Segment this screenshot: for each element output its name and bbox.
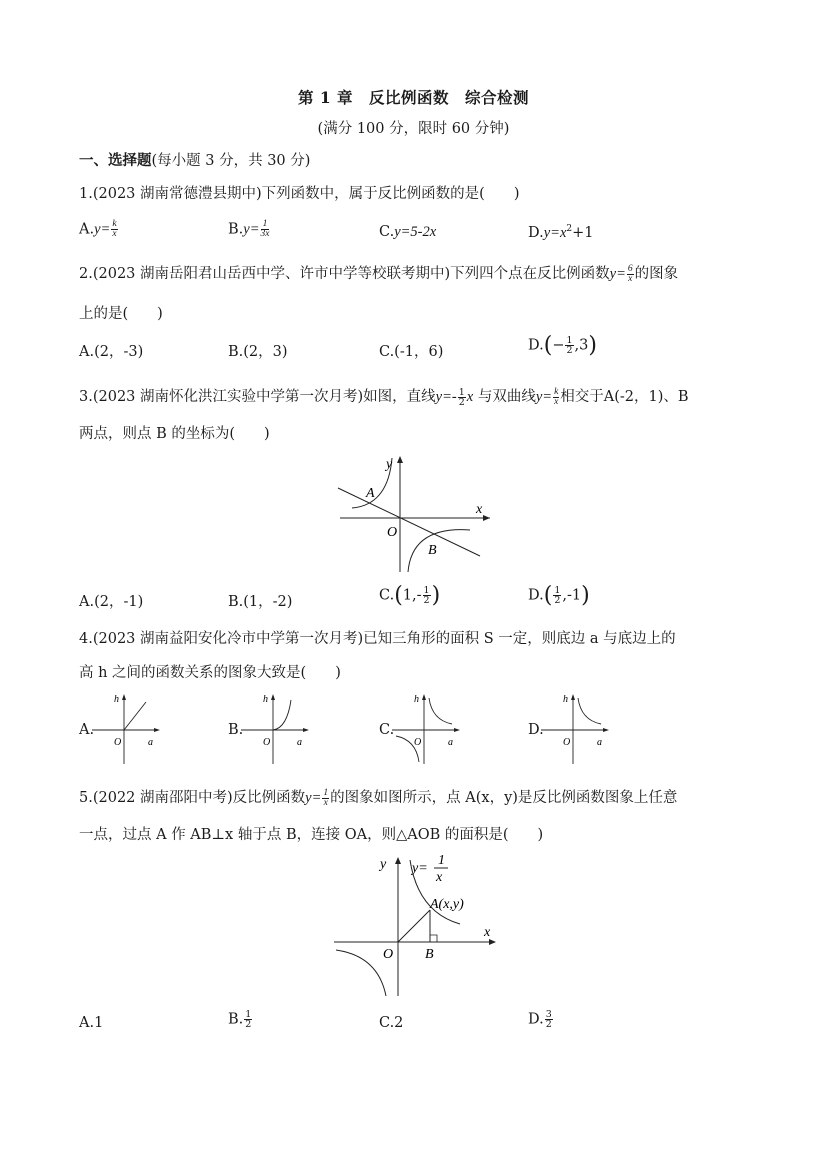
q3-d-prefix: D. [528,587,544,604]
q1-d-sup: 2 [566,224,573,234]
q4d-label-o: O [563,737,571,748]
q3-line [338,488,480,556]
q5-option-c[interactable]: C.2 [379,1015,404,1031]
q4-option-c[interactable]: C. [379,722,395,738]
q5-right-angle-mark [430,935,437,942]
q4c-label-o: O [414,737,422,748]
q5-line1-b: 的图象如图所示，点 A(x，y)是反比例函数图象上任意 [330,790,678,806]
question-5-line2: 一点，过点 A 作 AB⊥x 轴于点 B，连接 OA，则△AOB 的面积是( ) [79,827,544,843]
q4d-label-a: a [597,737,602,748]
q4c-label-h: h [414,694,419,705]
q5-func-den: x [436,870,443,885]
q5-d-fraction [545,1010,553,1029]
question-1-text: 1.(2023 湖南常德澧县期中)下列函数中，属于反比例函数的是( ) [79,186,520,202]
q1-c-expr: y=5-2x [394,224,437,240]
q3-line1-point: A(-2，1)、B [603,389,689,405]
q5-segment-oa [398,910,430,942]
q5-option-a[interactable]: A.1 [79,1015,104,1031]
q4-graph-a [92,690,164,766]
q4a-label-h: h [114,694,119,705]
q1-d-expr: y=x [543,224,567,241]
q5-y-arrow [395,857,401,864]
q1-a-fraction [111,220,117,239]
q5-b-fraction [244,1010,252,1029]
q5-d-num: 3 [545,1009,552,1020]
q5-den: x [323,797,328,808]
q2-d-tail: ,3 [574,337,589,354]
q2-d-num: 1 [566,335,573,346]
q1-b-fraction [261,220,270,239]
q4a-label-a: a [148,737,153,748]
q1-option-d[interactable] [528,224,593,242]
q3-c-prefix: C. [379,587,395,604]
q1-d-prefix: D. [528,224,544,241]
q3-fraction2 [553,388,559,407]
q2-fraction [627,265,634,284]
q3-label-o: O [387,525,398,540]
q5-hyperbola-left [336,950,386,996]
q3-option-a[interactable]: A.(2，-1) [79,594,144,610]
q1-option-b[interactable] [228,220,270,239]
section-heading [79,149,310,170]
question-5-line1 [79,786,677,808]
question-3-line2: 两点，则点 B 的坐标为( ) [79,426,270,442]
question-3-line1 [79,385,689,407]
q3-num2: k [554,386,559,397]
q2-d-prefix: D. [528,337,544,354]
question-2-line2: 上的是( ) [79,306,163,322]
q2-option-a[interactable]: A.(2，-3) [79,344,144,360]
q5-func-num: 1 [438,853,445,868]
q3-option-c[interactable]: C.(1,- $\frac{1}{2}$ ) [379,583,441,608]
q3-x: x [466,389,474,405]
q3-expr1: y=- [435,389,457,405]
q5-d-prefix: D. [528,1011,544,1028]
q4b-label-h: h [263,694,268,705]
q3-label-y: y [386,457,393,472]
q1-option-c[interactable] [379,224,436,241]
q1-b-num: 1 [261,220,270,230]
q4b-label-o: O [263,737,271,748]
q3-line1-b: 与双曲线 [477,389,536,405]
q2-num: 6 [627,263,633,274]
q3-label-x: x [476,502,483,517]
q3-c-num: 1 [423,585,430,596]
q4c-curve-right [429,698,452,724]
q2-expr: y= [609,266,626,282]
q1-b-den: 3x [260,229,270,239]
q3-y-arrow [397,456,403,463]
q5-label-o: O [383,947,394,962]
q3-den2: x [554,396,559,407]
q5-label-y: y [380,857,387,872]
q1-b-prefix: B. [228,221,244,238]
question-4-line2: 高 h 之间的函数关系的图象大致是( ) [79,665,341,681]
q3-d-fraction [553,586,561,605]
q3-x-arrow [483,515,490,521]
q1-d-tail: +1 [572,224,594,241]
q2-d-den: 2 [566,345,573,356]
q3-option-b[interactable]: B.(1，-2) [228,594,293,610]
q3-line1-c: 相交于 [560,389,604,405]
q2-option-b[interactable]: B.(2，3) [228,344,288,360]
q5-fraction [322,789,329,808]
q3-line1-a: 3.(2023 湖南怀化洪江实验中学第一次月考)如图，直线 [79,389,436,405]
q3-label-a: A [366,486,375,501]
q5-expr: y= [305,790,322,806]
q3-c-fraction [423,586,431,605]
q4-graph-c [392,690,464,766]
q4a-curve [124,702,146,730]
q5-label-b: B [425,947,434,962]
q3-figure [330,450,495,575]
q2-d-fraction [565,336,573,355]
q4b-curve [273,700,291,730]
q3-den1: 2 [458,396,465,408]
q3-c-head: 1,- [402,587,422,604]
q4-option-b[interactable]: B. [228,722,244,738]
question-4-line1: 4.(2023 湖南益阳安化冷市中学第一次月考)已知三角形的面积 S 一定，则底边 a 与底边上的 [79,631,676,647]
q1-c-prefix: C. [379,224,395,240]
q3-d-num: 1 [554,585,561,596]
q3-fraction1 [458,388,466,407]
q3-label-b: B [428,543,437,558]
q1-a-prefix: A. [79,221,95,238]
section-title: 一、选择题 [79,152,152,169]
q5-option-d[interactable] [528,1010,554,1029]
q5-b-num: 1 [245,1009,252,1020]
q5-label-x: x [484,925,491,940]
q5-figure [330,850,500,998]
q2-line1-b: 的图象 [634,266,679,282]
q3-d-tail: ,-1 [562,587,582,604]
q2-option-c[interactable]: C.(-1，6) [379,344,444,360]
q1-a-den: x [112,229,117,239]
q3-num1: 1 [458,386,465,398]
q2-line1-a: 2.(2023 湖南岳阳君山岳西中学、许市中学等校联考期中)下列四个点在反比例函数 [79,266,610,282]
page-subtitle: (满分 100 分，限时 60 分钟) [317,121,510,137]
q4-graph-d [541,690,613,766]
q1-a-num: k [112,219,117,229]
q5-num: 1 [323,787,329,798]
q3-c-den: 2 [423,595,430,606]
q1-option-a[interactable] [79,220,119,239]
q5-d-den: 2 [545,1019,552,1030]
q4b-label-a: a [297,737,302,748]
q3-expr2: y= [535,389,553,405]
q5-b-den: 2 [245,1019,252,1030]
q3-d-den: 2 [554,595,561,606]
q4-option-a[interactable]: A. [79,722,95,738]
q4d-curve [578,698,601,724]
q1-a-expr: y= [94,221,111,238]
q1-b-expr: y= [243,221,260,238]
q5-line1-a: 5.(2022 湖南邵阳中考)反比例函数 [79,790,306,806]
q4-graph-b [241,690,313,766]
q4a-label-o: O [114,737,122,748]
q4d-label-h: h [563,694,568,705]
q3-option-d[interactable]: D.( $\frac{1}{2}$ ,-1) [528,583,590,608]
q5-func-lhs: y= [412,861,428,876]
q4-option-d[interactable]: D. [528,722,544,738]
q4c-label-a: a [448,737,453,748]
q5-b-prefix: B. [228,1011,244,1028]
q2-option-d[interactable]: D.(− $\frac{1}{2}$ ,3) [528,333,597,358]
question-2-line1 [79,262,678,284]
section-note: (每小题 3 分，共 30 分) [151,153,311,169]
q5-label-a: A(x,y) [430,897,464,912]
page-title: 第 1 章 反比例函数 综合检测 [297,88,530,107]
q5-option-b[interactable] [228,1010,253,1029]
q2-den: x [628,273,633,284]
